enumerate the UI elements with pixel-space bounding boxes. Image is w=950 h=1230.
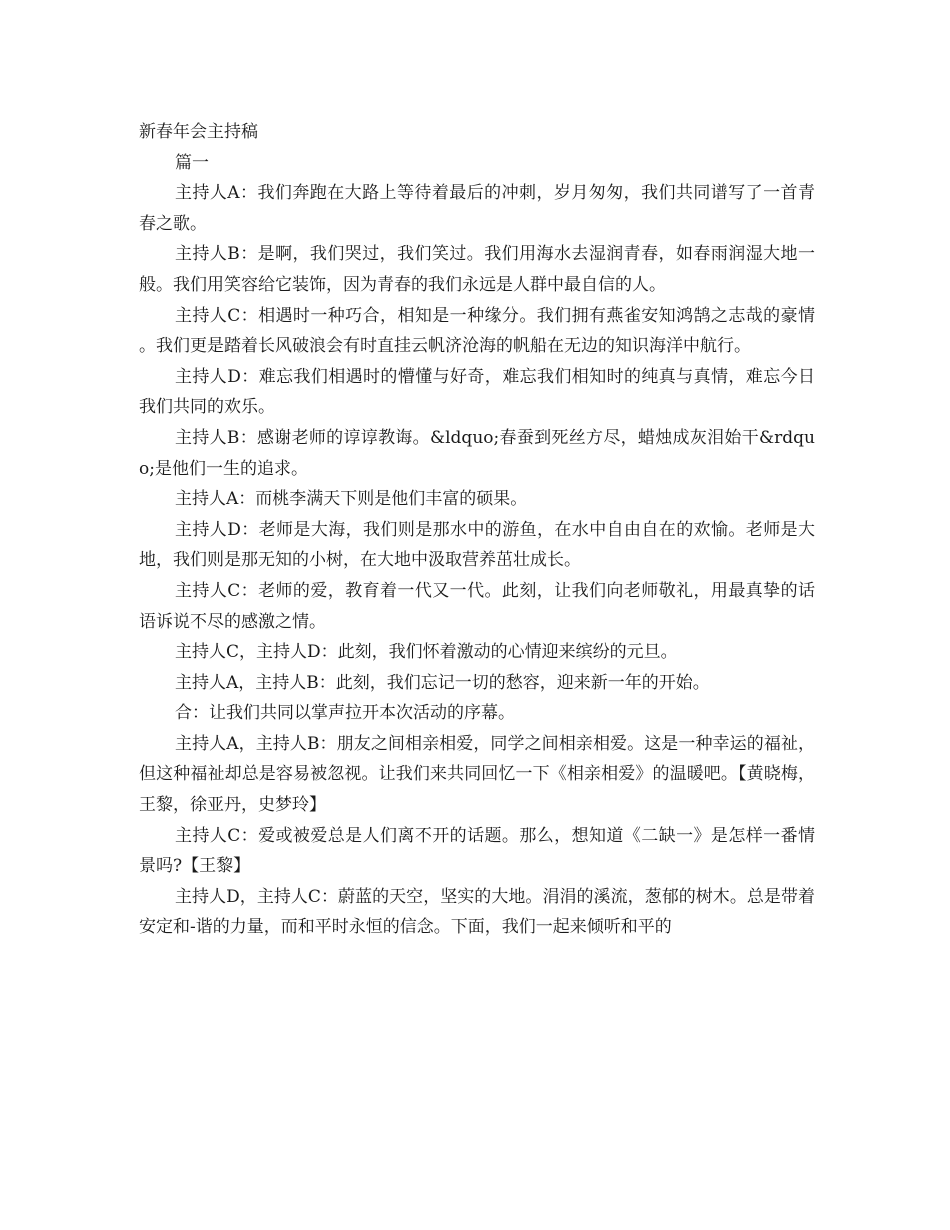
paragraph-host-c-3: 主持人C：爱或被爱总是人们离不开的话题。那么，想知道《二缺一》是怎样一番情景吗?【王黎】 [139, 825, 815, 877]
paragraph-host-cd-1: 主持人C，主持人D：此刻，我们怀着激动的心情迎来缤纷的元旦。 [175, 642, 678, 663]
paragraph-host-d-2: 主持人D：老师是大海，我们则是那水中的游鱼，在水中自由自在的欢愉。老师是大地，我们则是那无知的小树，在大地中汲取营养茁壮成长。 [139, 519, 815, 571]
paragraph-host-ab-1: 主持人A，主持人B：此刻，我们忘记一切的愁容，迎来新一年的开始。 [175, 672, 710, 693]
paragraph-host-b-1: 主持人B：是啊，我们哭过，我们笑过。我们用海水去湿润青春，如春雨润湿大地一般。我们用笑容给它装饰，因为青春的我们永远是人群中最自信的人。 [139, 244, 815, 295]
paragraph-together: 合：让我们共同以掌声拉开本次活动的序幕。 [175, 703, 515, 724]
paragraph-section-label: 篇一 [175, 152, 209, 173]
paragraph-host-a-1: 主持人A：我们奔跑在大路上等待着最后的冲刺，岁月匆匆，我们共同谱写了一首青春之歌。 [139, 183, 815, 234]
document-title: 新春年会主持稿 [139, 122, 258, 142]
paragraph-host-a-2: 主持人A：而桃李满天下则是他们丰富的硕果。 [175, 489, 528, 510]
document-body [139, 117, 815, 943]
paragraph-host-c-1: 主持人C：相遇时一种巧合，相知是一种缘分。我们拥有燕雀安知鸿鹄之志哉的豪情。我们更是踏着长风破浪会有时直挂云帆济沧海的帆船在无边的知识海洋中航行。 [139, 305, 815, 357]
paragraph-host-ab-2: 主持人A，主持人B：朋友之间相亲相爱，同学之间相亲相爱。这是一种幸运的福祉，但这种福祉却总是容易被忽视。让我们来共同回忆一下《相亲相爱》的温暖吧。【黄晓梅，王黎，徐亚丹，史梦玲】 [139, 733, 815, 816]
paragraph-host-d-1: 主持人D：难忘我们相遇时的懵懂与好奇，难忘我们相知时的纯真与真情，难忘今日我们共同的欢乐。 [139, 366, 815, 418]
paragraph-host-c-2: 主持人C：老师的爱，教育着一代又一代。此刻，让我们向老师敬礼，用最真挚的话语诉说不尽的感激之情。 [139, 580, 815, 632]
paragraph-host-b-2: 主持人B：感谢老师的谆谆教诲。&ldquo;春蚕到死丝方尽，蜡烛成灰泪始干&rdquo;是他们一生的追求。 [139, 427, 815, 479]
paragraph-host-dc-1: 主持人D，主持人C：蔚蓝的天空，坚实的大地。涓涓的溪流，葱郁的树木。总是带着安定和-谐的力量，而和平时永恒的信念。下面，我们一起来倾听和平的 [139, 886, 815, 938]
